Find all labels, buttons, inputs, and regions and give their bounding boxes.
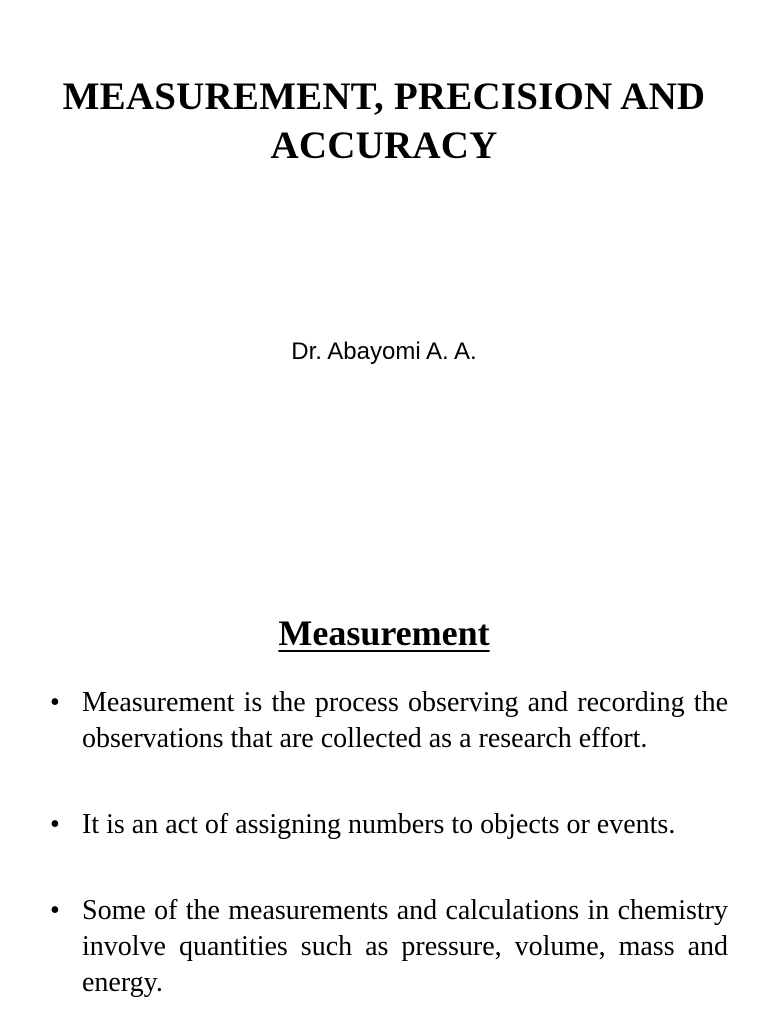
section-heading: Measurement bbox=[278, 613, 490, 653]
bullet-text: Some of the measurements and calculations in chemistry involve quantities such as pressure, volume, mass and energy. bbox=[82, 895, 728, 998]
bullet-item bbox=[50, 685, 728, 757]
author-name: Dr. Abayomi A. A. bbox=[291, 338, 477, 365]
bullet-icon: • bbox=[50, 895, 60, 926]
bullet-text: It is an act of assigning numbers to objects or events. bbox=[82, 809, 676, 840]
bullet-item bbox=[50, 893, 728, 1001]
content-slide bbox=[0, 580, 768, 1024]
bullet-icon: • bbox=[50, 687, 60, 718]
bullet-list bbox=[50, 685, 728, 1001]
slide-title: MEASUREMENT, PRECISION AND ACCURACY bbox=[62, 75, 706, 167]
bullet-icon: • bbox=[50, 809, 60, 840]
bullet-text: Measurement is the process observing and recording the observations that are collected as a research effort. bbox=[82, 687, 728, 754]
bullet-item bbox=[50, 807, 728, 843]
